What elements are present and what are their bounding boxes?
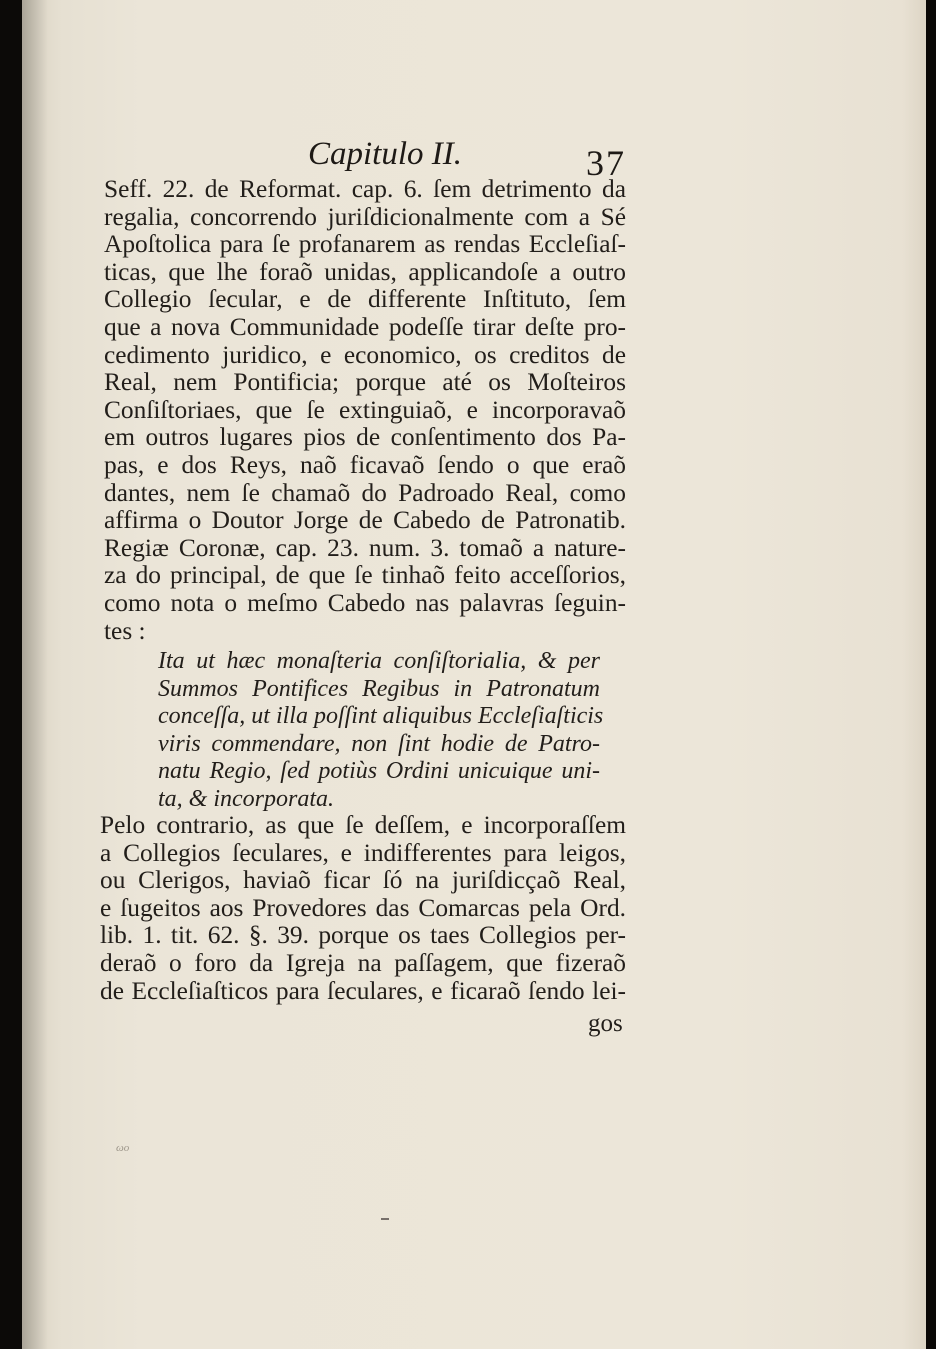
quote-line: conceſſa, ut illa poſſint aliquibus Eccleſiaſticis bbox=[158, 703, 604, 730]
body-paragraph bbox=[104, 176, 626, 645]
text-line: a Collegios ſeculares, e indifferentes para leigos, bbox=[100, 838, 626, 867]
body-paragraph-2 bbox=[100, 812, 626, 1005]
text-line: pas, e dos Reys, naõ ficavaõ ſendo o que eraõ bbox=[104, 450, 626, 479]
text-line: za do principal, de que ſe tinhaõ feito acceſſorios, bbox=[104, 561, 626, 590]
page-number: 37 bbox=[586, 143, 626, 183]
quote-line: natu Regio, ſed potiùs Ordini unicuique uni- bbox=[158, 758, 600, 785]
text-line: regalia, concorrendo juriſdicionalmente com a Sé bbox=[104, 202, 626, 231]
text-line: Pelo contrario, as que ſe deſſem, e incorporaſſem bbox=[100, 811, 626, 839]
quote-line: ta, & incorporata. bbox=[158, 785, 335, 812]
text-line: ticas, que lhe foraõ unidas, applicandoſe a outro bbox=[104, 257, 626, 286]
text-line: Apoſtolica para ſe profanarem as rendas Eccleſiaſ- bbox=[104, 230, 626, 259]
margin-mark: ωo bbox=[116, 1142, 130, 1154]
latin-quotation bbox=[158, 648, 604, 814]
running-title: Capitulo II. bbox=[308, 136, 462, 172]
scan-edge bbox=[926, 0, 936, 1349]
page-header bbox=[0, 132, 936, 183]
text-line: dantes, nem ſe chamaõ do Padroado Real, como bbox=[104, 478, 626, 507]
text-line: Real, nem Pontificia; porque até os Moſteiros bbox=[104, 368, 626, 397]
text-line: Collegio ſecular, e de differente Inſtituto, ſem bbox=[104, 285, 626, 314]
quote-line: viris commendare, non ſint hodie de Patro- bbox=[158, 730, 600, 757]
text-line: ou Clerigos, haviaõ ficar ſó na juriſdicçaõ Real, bbox=[100, 866, 626, 895]
text-line: de Eccleſiaſticos para ſeculares, e ficaraõ ſendo lei- bbox=[100, 976, 626, 1005]
quote-line: Summos Pontifices Regibus in Patronatum bbox=[158, 675, 600, 702]
text-line: affirma o Doutor Jorge de Cabedo de Patronatib. bbox=[104, 506, 626, 535]
printer-mark bbox=[381, 1218, 389, 1220]
text-line: como nota o meſmo Cabedo nas palavras ſeguin- bbox=[104, 588, 626, 617]
catchword: gos bbox=[588, 1010, 623, 1037]
text-line: deraõ o foro da Igreja na paſſagem, que fizeraõ bbox=[100, 948, 626, 977]
text-line: em outros lugares pios de conſentimento dos Pa- bbox=[104, 423, 626, 452]
text-line: tes : bbox=[104, 616, 146, 645]
text-line: Regiæ Coronæ, cap. 23. num. 3. tomaõ a nature- bbox=[104, 533, 626, 562]
quote-line: Ita ut hæc monaſteria conſiſtorialia, & per bbox=[158, 648, 600, 674]
text-line: lib. 1. tit. 62. §. 39. porque os taes Collegios per- bbox=[100, 921, 626, 950]
text-line: cedimento juridico, e economico, os creditos de bbox=[104, 340, 626, 369]
text-line: Seff. 22. de Reformat. cap. 6. ſem detrimento da bbox=[104, 175, 626, 203]
text-line: e ſugeitos aos Provedores das Comarcas pela Ord. bbox=[100, 893, 626, 922]
text-line: que a nova Communidade podeſſe tirar deſte pro- bbox=[104, 312, 626, 341]
text-line: Conſiſtoriaes, que ſe extinguiaõ, e incorporavaõ bbox=[104, 395, 626, 424]
